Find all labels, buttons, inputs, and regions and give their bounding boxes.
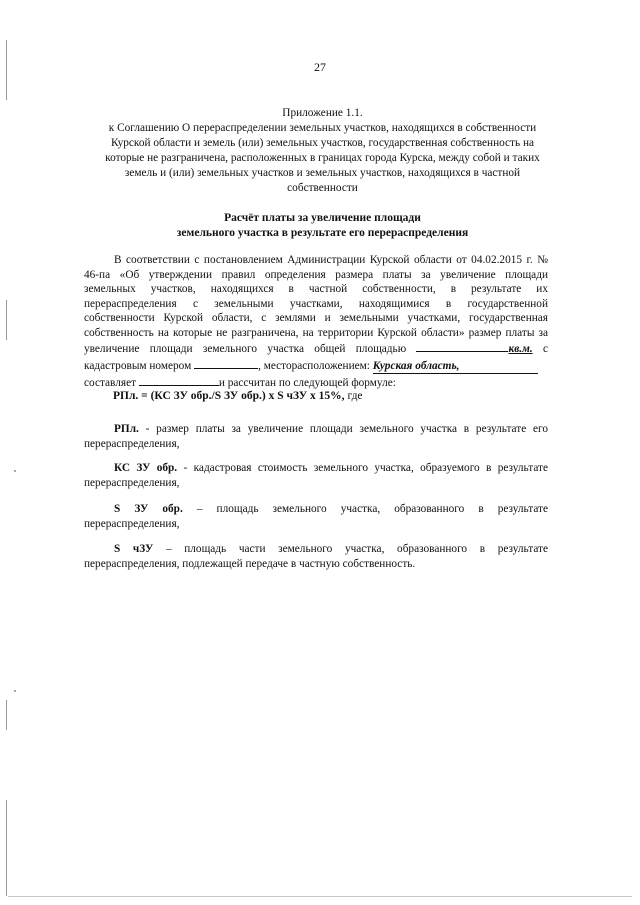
definition-line: перераспределения,	[84, 437, 180, 450]
definition-line: перераспределения,	[84, 517, 180, 530]
appendix-line: собственности	[287, 182, 358, 194]
definition-text: - кадастровая стоимость земельного участка, образуемого в результате	[183, 462, 549, 474]
formula-expression: РПл. = (КС ЗУ обр./S ЗУ обр.) х S чЗУ х 15%,	[113, 390, 345, 402]
text-line: собственности Курской области, с землями и земельными участками, государственная	[84, 312, 548, 324]
amount-label: составляет	[84, 377, 137, 389]
area-unit: кв.м.	[508, 343, 533, 355]
text-line: В соответствии с постановлением Администрации Курской области от 04.02.2015 г. №	[114, 254, 548, 266]
area-blank-field	[416, 340, 508, 352]
text-line	[84, 374, 548, 391]
location-label: , месторасположением:	[258, 359, 370, 372]
formula-intro: и рассчитан по следующей формуле:	[218, 377, 396, 389]
cadastral-label: кадастровым номером	[84, 359, 192, 372]
definition-term: КС ЗУ обр.	[114, 462, 178, 474]
definition-term: S ЗУ обр.	[114, 503, 183, 515]
text-line: земельных участков, находящихся в частной собственности, в результате их	[84, 283, 548, 295]
definition-line	[84, 502, 548, 517]
area-label: увеличение площади земельного участка общей площадью	[84, 343, 407, 355]
text-line: 46-па «Об утверждении правил определения размера платы за увеличение площади	[84, 268, 548, 281]
definition-text: - размер платы за увеличение площади земельного участка в результате его	[145, 423, 548, 435]
appendix-line: Курской области и земель (или) земельных участков, государственная собственность на	[110, 137, 535, 149]
scan-edge-mark	[6, 700, 7, 730]
definition-rpl	[84, 422, 548, 451]
appendix-header	[80, 106, 565, 196]
text-line	[84, 357, 548, 375]
text-line	[84, 340, 548, 357]
cadastral-number-blank-field	[194, 357, 258, 369]
appendix-line: Приложение 1.1.	[282, 107, 363, 119]
definition-text: – площадь земельного участка, образованного в результате	[196, 503, 549, 515]
title-line: земельного участка в результате его перераспределения	[176, 227, 469, 239]
text-line: собственность на которые не разграничена, на территории Курской области» размер платы за	[84, 326, 548, 339]
title-line: Расчёт платы за увеличение площади	[224, 212, 421, 224]
appendix-line: земель и (или) земельных участков и земельных участков, находящихся в частной	[124, 167, 521, 179]
location-value: Курская область,	[373, 359, 538, 375]
document-title	[80, 211, 565, 241]
definition-text: – площадь части земельного участка, образованного в результате	[165, 543, 548, 555]
appendix-line: к Соглашению О перераспределении земельных участков, находящихся в собственности	[108, 122, 537, 134]
scan-edge-mark	[6, 300, 7, 340]
appendix-line: которые не разграничена, расположенных в границах города Курска, между собой и таких	[105, 152, 540, 164]
scan-dot	[14, 690, 16, 692]
definition-s-zu	[84, 502, 548, 531]
payment-formula	[113, 390, 363, 402]
definition-s-chzu	[84, 542, 548, 571]
with-word: с	[542, 343, 548, 355]
definition-line	[84, 461, 548, 476]
page-number: 27	[314, 60, 326, 74]
amount-blank-field	[139, 374, 219, 386]
intro-paragraph	[84, 253, 548, 391]
definition-term: S чЗУ	[114, 543, 154, 555]
formula-tail: где	[344, 390, 363, 402]
definition-line: перераспределения, подлежащей передаче в частную собственность.	[84, 557, 416, 570]
scan-dot	[14, 470, 16, 472]
scan-bottom-edge	[8, 896, 632, 897]
definition-line: перераспределения,	[84, 476, 180, 489]
definition-term: РПл.	[114, 423, 139, 435]
text-line: перераспределения с земельными участками, находящимися в государственной	[84, 297, 548, 310]
definition-ks	[84, 461, 548, 490]
definition-line	[84, 422, 548, 437]
scan-edge-mark	[6, 800, 7, 896]
definition-line	[84, 542, 548, 557]
